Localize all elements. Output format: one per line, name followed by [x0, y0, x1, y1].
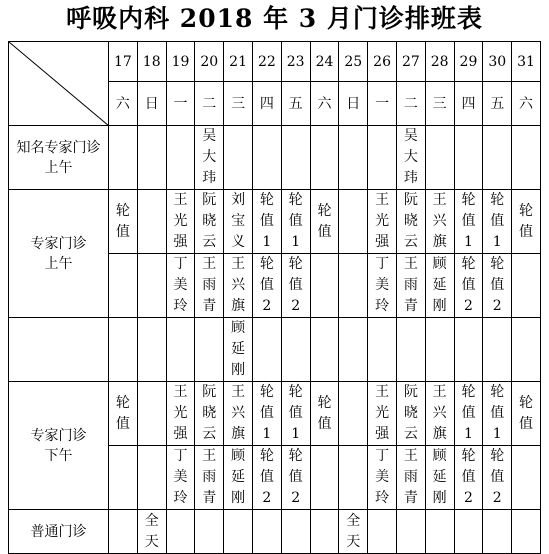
expert-pm-cell	[195, 446, 224, 510]
date-header	[368, 42, 397, 82]
expert-pm-cell	[137, 382, 166, 446]
expert-pm-cell-text: 轮值2	[259, 448, 274, 506]
expert-pm-cell	[137, 446, 166, 510]
expert-am-cell	[137, 190, 166, 254]
date-header-text: 18	[142, 53, 161, 70]
expert-am-extra-cell	[166, 318, 195, 382]
weekday-header-text: 三	[432, 95, 447, 112]
weekday-header-text: 日	[346, 95, 361, 112]
expert-am-cell-text: 轮值1	[461, 192, 476, 250]
expert-pm-cell-text: 轮值2	[288, 448, 303, 506]
expert-am-cell	[281, 190, 310, 254]
famous-am-cell	[166, 126, 195, 190]
expert-am-cell	[109, 254, 138, 318]
expert-am-cell-text: 王雨青	[403, 256, 418, 314]
weekday-header-text: 三	[231, 95, 246, 112]
date-header-text: 31	[517, 53, 535, 70]
expert-am-cell-text: 丁美玲	[375, 256, 390, 314]
expert-am-label	[9, 190, 109, 318]
date-header	[310, 42, 339, 82]
expert-am-extra-cell	[281, 318, 310, 382]
expert-am-cell	[137, 254, 166, 318]
expert-pm-cell-text: 王雨青	[403, 448, 418, 506]
weekday-header	[425, 82, 454, 126]
expert-pm-cell	[454, 446, 483, 510]
expert-pm-cell	[339, 446, 368, 510]
expert-am-cell-text: 丁美玲	[173, 256, 188, 314]
famous-am-cell	[512, 126, 541, 190]
general-clinic-cell	[252, 510, 281, 554]
famous-am-cell	[368, 126, 397, 190]
expert-am-cell	[224, 254, 253, 318]
date-header-text: 24	[315, 53, 334, 70]
weekday-header-text: 四	[461, 95, 476, 112]
expert-pm-cell	[281, 382, 310, 446]
expert-am-cell	[224, 190, 253, 254]
date-header	[195, 42, 224, 82]
famous-am-cell	[396, 126, 425, 190]
expert-am-cell	[425, 190, 454, 254]
expert-am-cell	[512, 190, 541, 254]
famous-expert-am-label	[9, 126, 109, 190]
expert-am-cell-text: 轮值	[519, 202, 534, 240]
expert-pm-cell	[425, 446, 454, 510]
date-header	[339, 42, 368, 82]
expert-am-cell-text: 顾延刚	[432, 256, 447, 314]
expert-am-cell	[339, 254, 368, 318]
expert-am-cell	[109, 190, 138, 254]
expert-am-cell-text: 轮值2	[259, 256, 274, 314]
weekday-header-text: 四	[259, 95, 274, 112]
famous-expert-am-label-label-line2: 上午	[44, 159, 73, 176]
general-clinic-cell	[109, 510, 138, 554]
expert-pm-cell-text: 轮值2	[461, 448, 476, 506]
weekday-header-text: 五	[288, 95, 303, 112]
weekday-header-text: 六	[317, 95, 332, 112]
expert-am-extra-cell	[310, 318, 339, 382]
expert-pm-cell-text: 轮值	[519, 394, 534, 432]
expert-am-extra-cell	[483, 318, 512, 382]
weekday-header	[310, 82, 339, 126]
general-clinic-cell	[224, 510, 253, 554]
expert-pm-cell-text: 轮值	[317, 394, 332, 432]
general-clinic-cell	[281, 510, 310, 554]
expert-pm-cell-text: 丁美玲	[375, 448, 390, 506]
general-clinic-cell	[512, 510, 541, 554]
corner-diagonal-line	[9, 42, 109, 126]
famous-am-cell	[224, 126, 253, 190]
expert-am-cell	[368, 190, 397, 254]
general-clinic-cell	[454, 510, 483, 554]
expert-am-cell	[252, 254, 281, 318]
general-clinic-cell	[166, 510, 195, 554]
famous-am-cell	[281, 126, 310, 190]
expert-am-cell-text: 轮值2	[490, 256, 505, 314]
expert-am-cell	[396, 254, 425, 318]
weekday-header-text: 二	[403, 95, 418, 112]
famous-am-cell	[339, 126, 368, 190]
expert-am-extra-cell	[195, 318, 224, 382]
date-header-text: 21	[229, 53, 247, 70]
expert-pm-cell-text: 顾延刚	[231, 448, 246, 506]
expert-am-extra-cell	[396, 318, 425, 382]
expert-am-cell-text: 王光强	[375, 192, 390, 250]
expert-pm-cell	[368, 382, 397, 446]
date-header-text: 25	[344, 53, 363, 70]
expert-pm-cell-text: 轮值1	[259, 384, 274, 442]
famous-am-cell	[310, 126, 339, 190]
weekday-header	[281, 82, 310, 126]
date-header	[512, 42, 541, 82]
corner-diagonal-cell	[9, 42, 109, 126]
expert-pm-cell	[396, 382, 425, 446]
weekday-header	[368, 82, 397, 126]
famous-am-cell	[252, 126, 281, 190]
expert-am-cell-text: 轮值2	[288, 256, 303, 314]
expert-am-label-label-line2: 上午	[44, 255, 73, 272]
date-header	[224, 42, 253, 82]
date-header-text: 22	[257, 53, 276, 70]
blank-label-cell	[9, 318, 109, 382]
expert-pm-cell	[454, 382, 483, 446]
famous-am-cell-text: 吴大玮	[403, 128, 418, 186]
expert-am-cell	[483, 190, 512, 254]
expert-pm-cell	[425, 382, 454, 446]
weekday-header-text: 六	[519, 95, 534, 112]
expert-pm-label-label-line2: 下午	[44, 447, 73, 464]
general-clinic-cell	[368, 510, 397, 554]
expert-pm-cell	[109, 382, 138, 446]
expert-am-cell	[339, 190, 368, 254]
expert-am-label-label-line1: 专家门诊	[30, 235, 87, 252]
expert-am-cell-text: 轮值2	[461, 256, 476, 314]
general-clinic-cell	[195, 510, 224, 554]
date-header-text: 26	[373, 53, 391, 70]
famous-am-cell	[483, 126, 512, 190]
date-header-text: 17	[113, 53, 132, 70]
general-clinic-cell-text: 全天	[346, 512, 361, 550]
expert-pm-cell-text: 王雨青	[202, 448, 217, 506]
expert-pm-label	[9, 382, 109, 510]
expert-am-cell-text: 轮值1	[288, 192, 303, 250]
expert-am-cell	[396, 190, 425, 254]
weekday-header-text: 一	[173, 95, 188, 112]
expert-pm-cell-text: 王光强	[375, 384, 390, 442]
date-header	[137, 42, 166, 82]
general-clinic-cell	[339, 510, 368, 554]
weekday-header	[166, 82, 195, 126]
date-header-text: 30	[488, 53, 507, 70]
expert-pm-cell-text: 顾延刚	[432, 448, 447, 506]
weekday-header	[339, 82, 368, 126]
expert-pm-cell	[512, 446, 541, 510]
expert-am-extra-cell	[137, 318, 166, 382]
expert-pm-cell-text: 轮值1	[461, 384, 476, 442]
expert-pm-cell-text: 轮值1	[490, 384, 505, 442]
expert-pm-cell	[195, 382, 224, 446]
date-header	[454, 42, 483, 82]
expert-am-cell	[310, 254, 339, 318]
expert-pm-cell	[166, 446, 195, 510]
expert-pm-cell-text: 王兴旗	[432, 384, 447, 442]
expert-pm-cell-text: 王兴旗	[231, 384, 246, 442]
date-header-text: 28	[430, 53, 449, 70]
general-clinic-cell	[396, 510, 425, 554]
weekday-header	[483, 82, 512, 126]
expert-pm-cell	[166, 382, 195, 446]
date-header-text: 27	[401, 53, 420, 70]
general-clinic-cell-text: 全天	[144, 512, 159, 550]
expert-am-cell-text: 王光强	[173, 192, 188, 250]
expert-am-cell	[425, 254, 454, 318]
date-header-text: 29	[459, 53, 478, 70]
expert-am-cell	[483, 254, 512, 318]
expert-am-extra-cell	[252, 318, 281, 382]
expert-pm-cell	[368, 446, 397, 510]
expert-am-cell-text: 阮晓云	[403, 192, 418, 250]
date-header-text: 23	[286, 53, 305, 70]
general-clinic-label-text: 普通门诊	[30, 523, 87, 540]
expert-pm-cell	[252, 446, 281, 510]
expert-am-extra-cell	[454, 318, 483, 382]
expert-pm-cell-text: 轮值2	[490, 448, 505, 506]
expert-am-cell	[454, 254, 483, 318]
general-clinic-cell	[137, 510, 166, 554]
expert-pm-cell	[252, 382, 281, 446]
expert-pm-cell	[512, 382, 541, 446]
expert-pm-cell	[396, 446, 425, 510]
expert-am-cell-text: 王兴旗	[432, 192, 447, 250]
expert-pm-cell-text: 王光强	[173, 384, 188, 442]
weekday-header-text: 日	[144, 95, 159, 112]
expert-am-cell	[195, 254, 224, 318]
general-clinic-label	[9, 510, 109, 554]
date-header	[396, 42, 425, 82]
expert-am-extra-cell	[512, 318, 541, 382]
general-clinic-cell	[310, 510, 339, 554]
expert-am-extra-cell	[368, 318, 397, 382]
expert-am-extra-cell	[109, 318, 138, 382]
weekday-header	[252, 82, 281, 126]
expert-pm-cell-text: 轮值	[115, 394, 130, 432]
expert-am-extra-cell	[339, 318, 368, 382]
expert-pm-cell	[109, 446, 138, 510]
famous-am-cell	[137, 126, 166, 190]
famous-am-cell	[425, 126, 454, 190]
expert-am-cell	[166, 190, 195, 254]
expert-pm-label-label-line1: 专家门诊	[30, 427, 87, 444]
expert-am-cell-text: 王兴旗	[231, 256, 246, 314]
expert-pm-cell-text: 阮晓云	[202, 384, 217, 442]
weekday-header	[224, 82, 253, 126]
weekday-header-text: 五	[490, 95, 505, 112]
famous-am-cell	[454, 126, 483, 190]
date-header	[425, 42, 454, 82]
expert-pm-cell	[310, 382, 339, 446]
expert-pm-cell	[224, 446, 253, 510]
expert-pm-cell-text: 丁美玲	[173, 448, 188, 506]
expert-pm-cell	[281, 446, 310, 510]
general-clinic-cell	[425, 510, 454, 554]
expert-am-cell-text: 轮值	[115, 202, 130, 240]
expert-am-cell-text: 轮值1	[490, 192, 505, 250]
famous-am-cell	[109, 126, 138, 190]
expert-am-cell	[281, 254, 310, 318]
date-header-text: 20	[200, 53, 219, 70]
expert-am-cell	[166, 254, 195, 318]
expert-am-cell	[454, 190, 483, 254]
expert-am-extra-cell-text: 顾延刚	[231, 320, 246, 378]
expert-am-cell-text: 轮值	[317, 202, 332, 240]
expert-am-extra-cell	[425, 318, 454, 382]
schedule-table	[8, 41, 541, 554]
famous-am-cell	[195, 126, 224, 190]
general-clinic-cell	[483, 510, 512, 554]
weekday-header	[512, 82, 541, 126]
expert-pm-cell	[310, 446, 339, 510]
expert-am-cell	[368, 254, 397, 318]
weekday-header	[137, 82, 166, 126]
weekday-header	[195, 82, 224, 126]
date-header-text: 19	[171, 53, 190, 70]
expert-am-extra-cell	[224, 318, 253, 382]
expert-am-cell-text: 王雨青	[202, 256, 217, 314]
expert-pm-cell-text: 阮晓云	[403, 384, 418, 442]
expert-am-cell	[310, 190, 339, 254]
expert-am-cell	[512, 254, 541, 318]
expert-am-cell-text: 轮值1	[259, 192, 274, 250]
famous-expert-am-label-label-line1: 知名专家门诊	[16, 139, 101, 156]
date-header	[252, 42, 281, 82]
expert-pm-cell	[224, 382, 253, 446]
expert-pm-cell	[483, 446, 512, 510]
expert-am-cell	[252, 190, 281, 254]
weekday-header-text: 六	[115, 95, 130, 112]
weekday-header-text: 一	[375, 95, 390, 112]
expert-pm-cell	[483, 382, 512, 446]
expert-pm-cell-text: 轮值1	[288, 384, 303, 442]
expert-pm-cell	[339, 382, 368, 446]
expert-am-cell-text: 刘宝义	[231, 192, 246, 250]
expert-am-cell	[195, 190, 224, 254]
date-header	[281, 42, 310, 82]
page-title: 呼吸内科 2018 年 3 月门诊排班表	[66, 4, 483, 33]
weekday-header	[109, 82, 138, 126]
date-header	[109, 42, 138, 82]
famous-am-cell-text: 吴大玮	[202, 128, 217, 186]
weekday-header	[454, 82, 483, 126]
weekday-header	[396, 82, 425, 126]
date-header	[166, 42, 195, 82]
date-header	[483, 42, 512, 82]
expert-am-cell-text: 阮晓云	[202, 192, 217, 250]
weekday-header-text: 二	[202, 95, 217, 112]
